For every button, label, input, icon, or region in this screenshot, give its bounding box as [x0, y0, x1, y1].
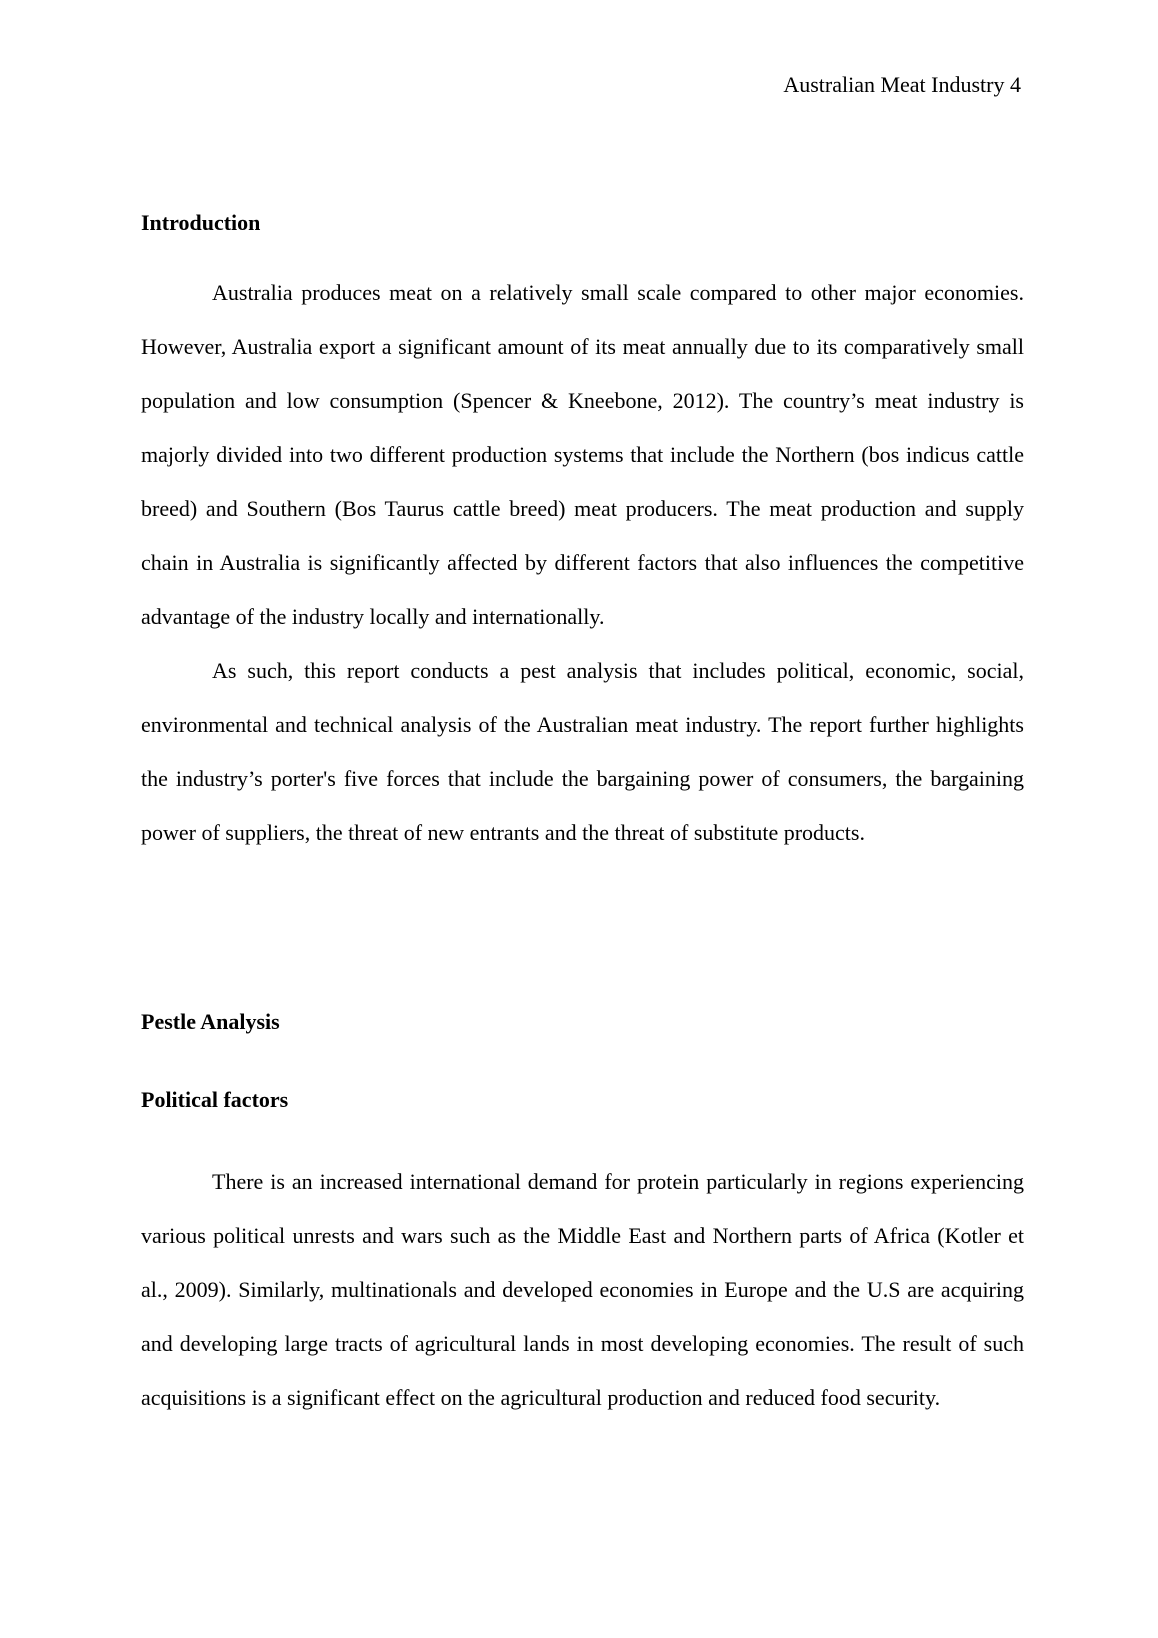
political-factors-heading: Political factors [141, 1087, 289, 1112]
introduction-paragraph-1: Australia produces meat on a relatively small scale compared to other major economies. However, Australia export a significant amount of its meat annually due to its comparatively small population and low consumption (Spencer & Kneebone, 2012). The country’s meat industry is majorly divided into two different production systems that include the Northern (bos indicus cattle breed) and Southern (Bos Taurus cattle breed) meat producers. The meat production and supply chain in Australia is significantly affected by different factors that also influences the competitive advantage of the industry locally and internationally. [141, 280, 1024, 629]
introduction-body [141, 266, 1024, 860]
running-head: Australian Meat Industry 4 [783, 72, 1021, 97]
pestle-analysis-heading: Pestle Analysis [141, 1009, 280, 1034]
political-paragraph-1: There is an increased international demand for protein particularly in regions experiencing various political unrests and wars such as the Middle East and Northern parts of Africa (Kotler et al., 2009). Similarly, multinationals and developed economies in Europe and the U.S are acquiring and developing large tracts of agricultural lands in most developing economies. The result of such acquisitions is a significant effect on the agricultural production and reduced food security. [141, 1169, 1024, 1410]
introduction-paragraph-2: As such, this report conducts a pest analysis that includes political, economic, social, environmental and technical analysis of the Australian meat industry. The report further highlights the industry’s porter's five forces that include the bargaining power of consumers, the bargaining power of suppliers, the threat of new entrants and the threat of substitute products. [141, 658, 1024, 845]
introduction-heading: Introduction [141, 210, 261, 235]
political-factors-body [141, 1155, 1024, 1425]
